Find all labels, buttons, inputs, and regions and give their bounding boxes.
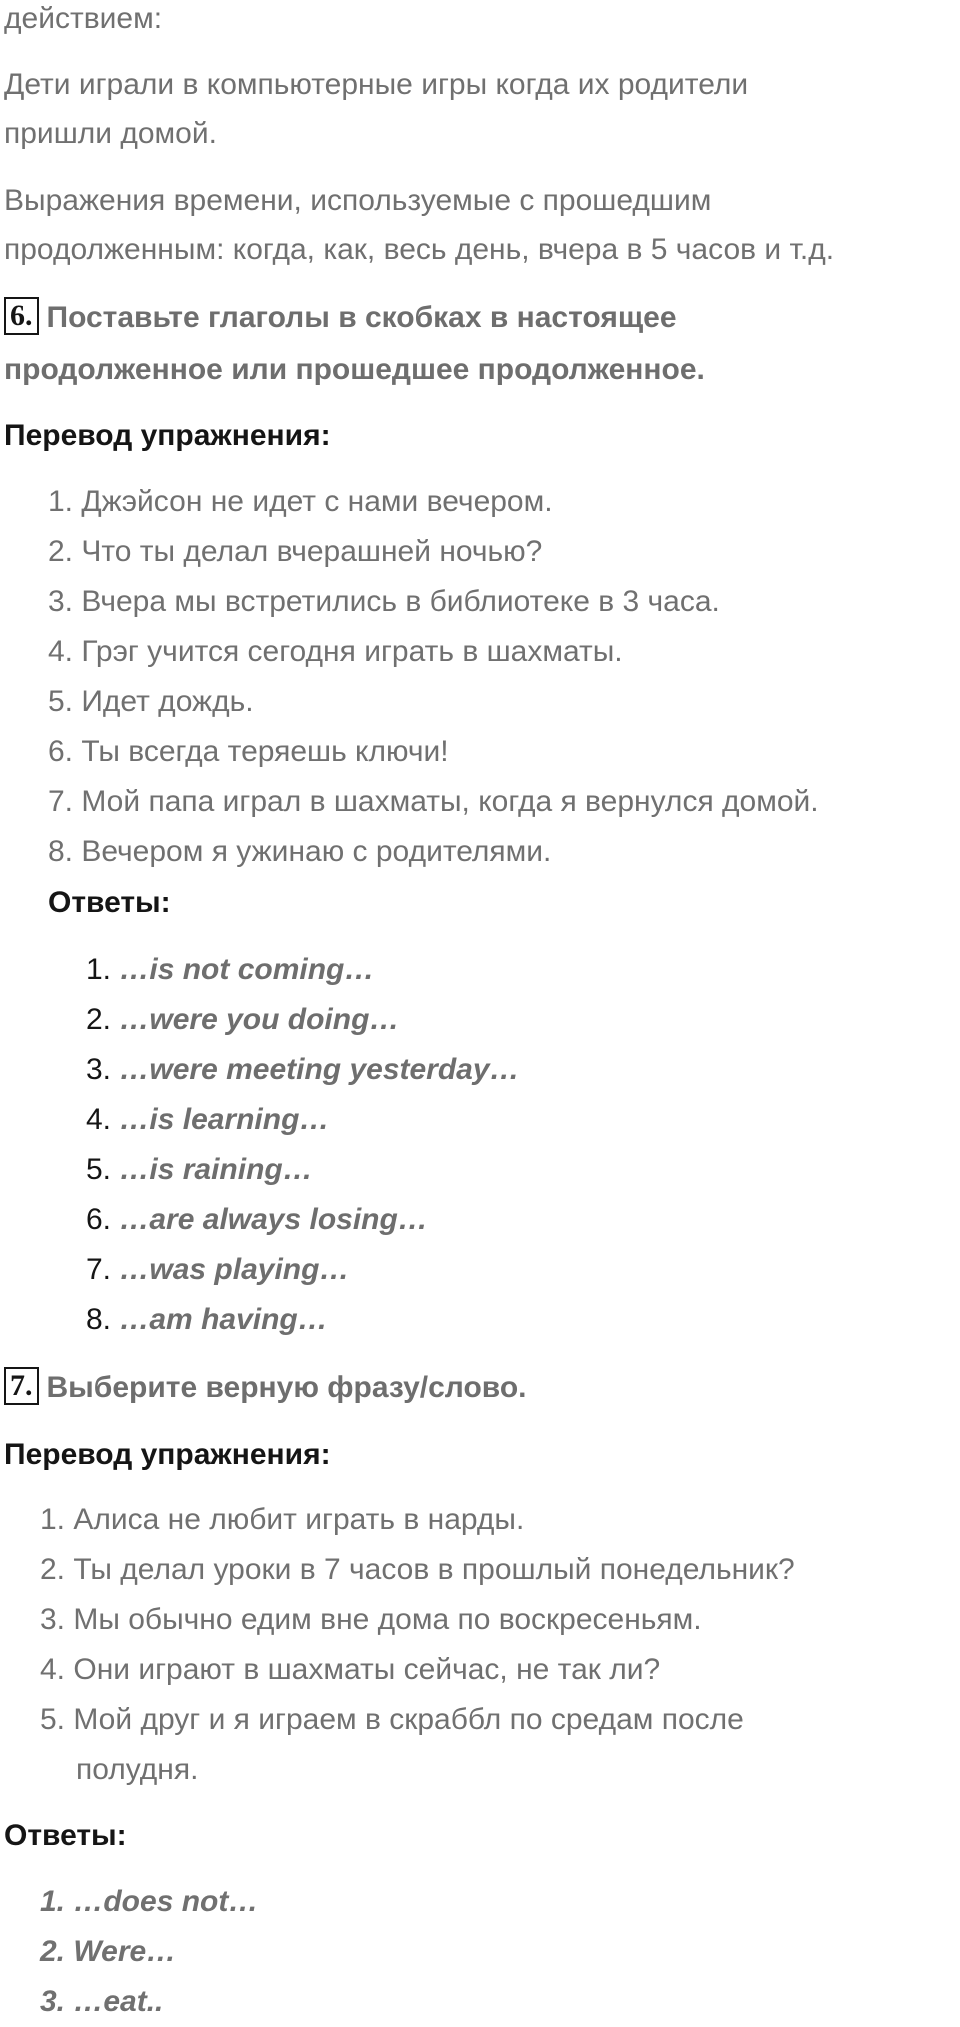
answer-item — [86, 1095, 520, 1145]
answer-item: 3. …eat.. — [40, 1985, 164, 2018]
answer-item — [86, 1245, 520, 1295]
task-6-title: продолженное или прошедшее продолженное. — [4, 353, 705, 386]
answer-item — [86, 1145, 520, 1195]
task-7-title-text: Выберите верную фразу/слово. — [46, 1371, 527, 1404]
answer-text: …were you doing… — [119, 1003, 400, 1036]
list-item: полудня. — [76, 1753, 199, 1786]
time-expressions: продолженным: когда, как, весь день, вчера в 5 часов и т.д. — [4, 233, 835, 266]
task-7-answers-list — [40, 1877, 258, 2027]
list-item: 8. Вечером я ужинаю с родителями. — [48, 835, 552, 868]
translation-heading: Перевод упражнения: — [4, 419, 331, 452]
list-item: 6. Ты всегда теряешь ключи! — [48, 735, 449, 768]
example-sentence: Дети играли в компьютерные игры когда их родители — [4, 68, 749, 101]
answer-item — [86, 945, 520, 995]
task-7-title — [4, 1363, 527, 1413]
answer-item: 1. …does not… — [40, 1885, 259, 1918]
list-item: 7. Мой папа играл в шахматы, когда я вернулся домой. — [48, 785, 819, 818]
answer-text: …am having… — [119, 1303, 328, 1336]
answer-text: …was playing… — [119, 1253, 350, 1286]
answer-item — [86, 1195, 520, 1245]
answer-number: 1. — [86, 953, 112, 986]
answer-item — [86, 1295, 520, 1345]
list-item: 1. Джэйсон не идет с нами вечером. — [48, 485, 553, 518]
answer-item: 2. Were… — [40, 1935, 177, 1968]
answer-number: 2. — [86, 1003, 112, 1036]
task-6-title — [4, 293, 677, 343]
answer-number: 6. — [86, 1203, 112, 1236]
task-7-number: 7. — [4, 1367, 39, 1405]
list-item: 2. Что ты делал вчерашней ночью? — [48, 535, 543, 568]
list-item: 5. Идет дождь. — [48, 685, 254, 718]
list-item: 1. Алиса не любит играть в нарды. — [40, 1503, 525, 1536]
answer-item — [86, 1045, 520, 1095]
task-6-title-text: Поставьте глаголы в скобках в настоящее — [46, 301, 677, 334]
answer-number: 7. — [86, 1253, 112, 1286]
answer-text: …is not coming… — [119, 953, 375, 986]
task-6-answers-list — [86, 945, 520, 1345]
list-item: 4. Они играют в шахматы сейчас, не так ли? — [40, 1653, 661, 1686]
answer-item — [86, 995, 520, 1045]
list-item: 3. Мы обычно едим вне дома по воскресеньям. — [40, 1603, 702, 1636]
answer-number: 8. — [86, 1303, 112, 1336]
list-item: 2. Ты делал уроки в 7 часов в прошлый понедельник? — [40, 1553, 795, 1586]
list-item: 4. Грэг учится сегодня играть в шахматы. — [48, 635, 623, 668]
answer-number: 3. — [86, 1053, 112, 1086]
answers-heading: Ответы: — [4, 1819, 127, 1852]
task-7-translation-list — [40, 1495, 795, 1795]
answer-text: …are always losing… — [119, 1203, 428, 1236]
task-6-translation-list — [48, 477, 819, 877]
answer-number: 4. — [86, 1103, 112, 1136]
list-item: 3. Вчера мы встретились в библиотеке в 3 часа. — [48, 585, 720, 618]
answer-text: …is raining… — [119, 1153, 313, 1186]
answer-number: 5. — [86, 1153, 112, 1186]
time-expressions: Выражения времени, используемые с прошедшим — [4, 184, 712, 217]
answer-text: …were meeting yesterday… — [119, 1053, 520, 1086]
list-item: 5. Мой друг и я играем в скраббл по средам после — [40, 1703, 744, 1736]
task-6-number: 6. — [4, 297, 39, 335]
answers-heading: Ответы: — [48, 886, 171, 919]
intro-text: действием: — [4, 2, 163, 35]
answer-text: …is learning… — [119, 1103, 330, 1136]
translation-heading: Перевод упражнения: — [4, 1438, 331, 1471]
example-sentence: пришли домой. — [4, 117, 217, 150]
